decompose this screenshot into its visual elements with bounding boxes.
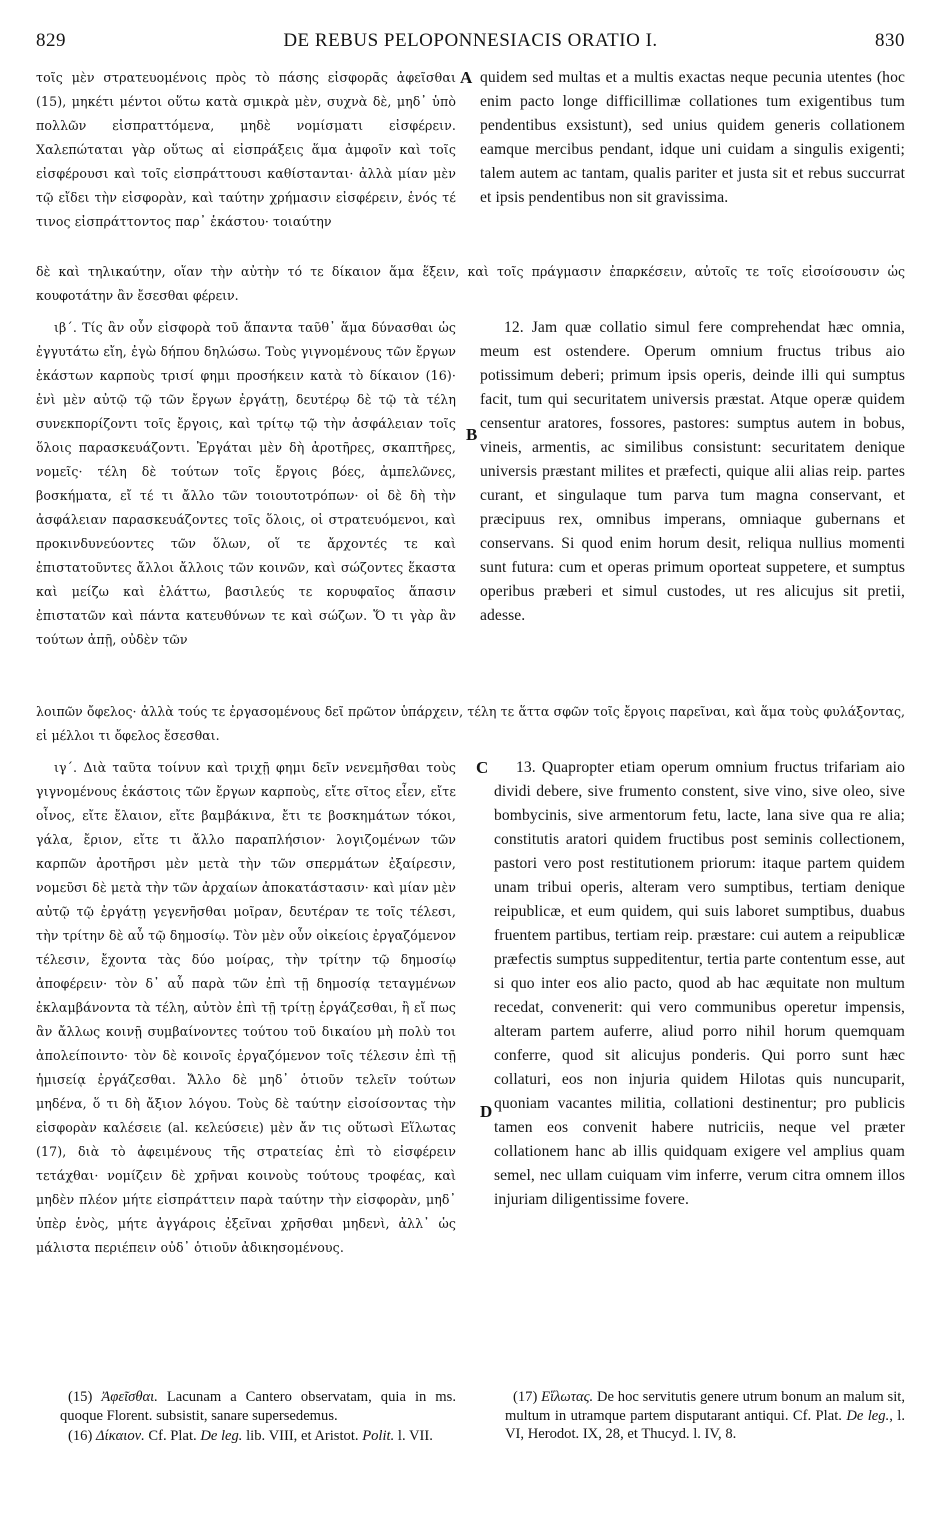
footnote-17-pre: De hoc servitutis genere utrum bonum an malum sit, multum in utramque partem disputarant antiqui. Cf. Plat. xyxy=(505,1389,905,1424)
latin-column-3: 13. Quapropter etiam operum omnium fructus trifariam aio dividi debere, sive frumento constent, sive vino, sive oleo, sive bombycinis, sive armentorum fetu, lacte, lana sive qua re alia; constitutis aratori quidem fructibus post seminis collectionem, pastori vero post restitutionem priorum: itaque partem quidem unam tribui operis, alteram vero sumptibus, tertiam denique reipublicæ, et eum quidem, qui suis laboret sumptibus, duabus fruentem partibus, tertiam reip. præstare: cui autem a reipublicæ præfectis sumptus suppeditentur, tertia parte contentum esse, aut si quo inter eos alio pacto, quod ab hac æquitate non multum recedat, convenerit: qui vero communibus operetur impensis, alteram partem auferre, aliud porro nihil horum quemquam conferre, quod sit alicujus ponderis. Qui porro sunt hæc collaturi, eos non injuria quidem Hilotas quis nuncuparit, quoniam vacantes militia, collationi destinentur; pro publicis tamen eos convenit habere nutriciis, neque vel præter collationem hanc ab illis quidquam exigere vel amplius quam semel, nec ullam cuiquam vim inferre, verum citra omnem illos injuriam diligentissime fovere. xyxy=(494,759,905,1208)
footnote-16 xyxy=(60,1427,456,1446)
latin-column-2: 12. Jam quæ collatio simul fere comprehendat hæc omnia, meum est ostendere. Operum omnium fructus tribus aio potissimum deberi; primum ipsis operis, deinde illi qui sumptus facit, tum qui securitatem universis præstat. Atque operæ quidem censentur aratores, fossores, pastores: sumptus autem in bobus, vineis, armentis, ac similibus consistunt: securitatem denique universis præstant milites et præfecti, quique alii alias reip. partes curant, et singulaque tum parva tum magna conservant, et præcipuus rex, omnibus imperans, omniaque gubernans et conservans. Si quod enim horum desit, reliqua nullius momenti sunt futura: cum et operas primum oporteat suppetere, et sumptus operibus præberi et simul custodes, ut res alicujus sit pretii, adesse. xyxy=(480,319,905,624)
margin-marker-b: B xyxy=(466,425,478,444)
footnote-15-text: Lacunam a Cantero observatam, quia in ms. quoque Florent. subsistit, sanare supersedemus. xyxy=(60,1389,456,1424)
footnotes-left xyxy=(60,1388,456,1498)
margin-marker-c: C xyxy=(476,758,489,777)
latin-column-1: quidem sed multas et a multis exactas neque pecunia utentes (hoc enim pacto longe difficillimæ collationes tum exigentibus tum pendentibus exsistunt), sed unius quidem generis collationem eamque mercibus pendant, idque uni cuidam a singulis exigenti; talem autem ac tantam, qualis pariter et justa sit et rebus succurrat et ipsis pendentibus non sit gravissima. xyxy=(480,69,905,206)
footnote-16-mid: lib. VIII, et Aristot. xyxy=(246,1428,359,1444)
footnote-15 xyxy=(60,1388,456,1425)
footnote-16-pre: Cf. Plat. xyxy=(148,1428,197,1444)
footnote-15-ref: (15) xyxy=(68,1389,93,1405)
page-header xyxy=(36,30,905,58)
footnote-16-post: l. VII. xyxy=(397,1428,433,1444)
page-number-right: 830 xyxy=(875,30,905,51)
footnote-16-work2: Polit. xyxy=(362,1428,395,1444)
footnote-16-lemma: Δίκαιον. xyxy=(95,1428,145,1444)
page-number-left: 829 xyxy=(36,30,66,51)
margin-marker-a: A xyxy=(460,68,473,87)
greek-column-2: ιβ΄. Τίς ἂν οὖν εἰσφορὰ τοῦ ἅπαντα ταῦθ᾽ ἅμα δύνασθαι ὡς ἐγγυτάτω εἴη, ἐγὼ δήπου δηλώσω. Τοὺς γιγνομένους τῶν ἔργων ἑκάστων καρποὺς τρισί φημι προσήκειν κατὰ τὸ δίκαιον (16)· ἑνὶ μὲν αὐτῷ τῷ τῶν ἔργων ἐργάτῃ, δευτέρῳ δὲ τῷ τὰ τέλη συνεκπορίζοντι τοῖς ἔργοις, καὶ τρίτῳ τῷ τὴν ἀσφάλειαν τοῖς ὅλοις παρασκευάζοντι. Ἐργάται μὲν δὴ ἀροτῆρες, σκαπτῆρες, νομεῖς· τέλη δὲ τούτων τοῖς ἔργοις βόες, ἀμπελῶνες, βοσκήματα, εἴ τέ τι ἄλλο τῶν τοιουτοτρόπων· οἱ δὲ δὴ τὴν ἀσφάλειαν παρασκευάζοντες τοῖς ὅλοις, οἱ στρατευόμενοι, καὶ προκινδυνεύοντες τῶν ὅλων, οἵ τε ἄρχοντές τε καὶ ἐπιστατοῦντες ἄλλοι ἄλλοις τῶν κοινῶν, καὶ σώζοντες ἕκαστα καὶ μείζω καὶ ἐλάττω, βασιλεύς τε κορυφαῖος ἅπασιν ἐπιστατῶν καὶ πάντα κατευθύνων τε καὶ σώζων. Ὅ τι γὰρ ἂν τούτων ἀπῇ, οὐδὲν τῶν xyxy=(36,320,456,647)
greek-fullwidth-2: λοιπῶν ὄφελος· ἀλλὰ τούς τε ἐργασομένους δεῖ πρῶτον ὑπάρχειν, τέλη τε ἅττα σφῶν τοῖς ἔργοις παρεῖναι, καὶ ἅμα τοὺς φυλάξοντας, εἰ μέλλοι τι ὄφελος ἔσεσθαι. xyxy=(36,704,905,743)
footnote-16-work1: De leg. xyxy=(200,1428,243,1444)
footnote-15-lemma: Ἀφεῖσθαι. xyxy=(101,1389,158,1405)
footnote-17-work: De leg. xyxy=(846,1407,890,1424)
footnote-17-ref: (17) xyxy=(513,1389,538,1405)
footnote-17-post: , l. VI, Herodot. IX, 28, et Thucyd. l. IV, 8. xyxy=(505,1407,905,1442)
footnote-17-lemma: Εἵλωτας. xyxy=(541,1389,594,1405)
margin-marker-d: D xyxy=(480,1102,493,1121)
footnote-16-ref: (16) xyxy=(68,1428,93,1444)
greek-fullwidth-1: δὲ καὶ τηλικαύτην, οἵαν τὴν αὐτὴν τό τε δίκαιον ἅμα ἕξειν, καὶ τοῖς πράγμασιν ἐπαρκέσειν, αὐτοῖς τε τοῖς εἰσοίσουσιν ὡς κουφοτάτην ἂν ἔσεσθαι φέρειν. xyxy=(36,264,905,303)
running-title: DE REBUS PELOPONNESIACIS ORATIO I. xyxy=(283,30,658,51)
footnote-17 xyxy=(505,1388,905,1444)
footnotes-right xyxy=(505,1388,905,1498)
greek-column-3: ιγ΄. Διὰ ταῦτα τοίνυν καὶ τριχῇ φημι δεῖν νενεμῆσθαι τοὺς γιγνομένους ἑκάστοις τῶν ἔργων καρποὺς, εἴτε σῖτος εἶεν, εἴτε οἶνος, εἴτε ἔλαιον, εἴτε βαμβάκινα, ἔτι τε βοσκημάτων τόκοι, γάλα, ἔριον, εἴτε τι ἄλλο παραπλήσιον· λογιζομένων τῶν καρπῶν ἀροτῆρσι μὲν μετὰ τὴν τῶν σπερμάτων ἐξαίρεσιν, νομεῦσι δὲ μετὰ τὴν τῶν ἀρχαίων ἀποκατάστασιν· καὶ μίαν μὲν αὐτῷ τῷ ἐργάτῃ γεγενῆσθαι μοῖραν, δευτέραν τε τοῖς τέλεσι, τὴν τρίτην δὲ αὖ τῷ δημοσίῳ. Τὸν μὲν οὖν οἰκείοις ἐργαζόμενον τέλεσιν, ἔχοντα τὰς δύο μοίρας, τὴν τρίτην τῷ δημοσίῳ ἀποφέρειν· τὸν δ᾽ αὖ παρὰ τῶν ἐπὶ τῇ δημοσίᾳ τεταγμένων ἐκλαμβάνοντα τὰ τέλη, αὐτὸν ἐπὶ τῇ τρίτῃ ἐργάζεσθαι, ἢ εἴ πως ἂν ἄλλως κοινῇ συμβαίνοντες τούτου τοῦ δικαίου μὴ πολὺ τοι ἀπολείποιντο· τὸν δὲ κοινοῖς ἐργαζόμενον τοῖς τέλεσιν ἐπὶ τῇ ἡμισείᾳ ἐργάζεσθαι. Ἄλλο δὲ μηδ᾽ ὁτιοῦν τελεῖν τούτων μηδένα, ὅ τι δὴ ἄξιον λόγου. Τοὺς δὲ ταύτην εἰσοίσοντας τὴν εἰσφορὰν καλέσειε (al. κελεύσειε) μὲν ἄν τις οὕτωσὶ Εἵλωτας (17), διὰ τὸ ἀφειμένους τῆς στρατείας ἐπὶ τὸ εἰσφέρειν τετάχθαι· νομίζειν δὲ χρῆναι κοινοὺς τούτους τροφέας, καὶ μηδὲν πλέον μήτε εἰσπράττειν παρὰ ταύτην τὴν εἰσφορὰν, μηδ᾽ ὑπὲρ ἑνὸς, μήτε ἀγγάροις ἐξεῖναι χρῆσθαι μηδενὶ, ἀλλ᾽ ὡς μάλιστα περιέπειν οὐδ᾽ ὁτιοῦν ἀδικησομένους. xyxy=(36,760,456,1255)
greek-column-1: τοῖς μὲν στρατευομένοις πρὸς τὸ πάσης εἰσφορᾶς ἀφεῖσθαι (15), μηκέτι μέντοι οὕτω κατὰ σμικρὰ μὲν, συχνὰ δὲ, μηδ᾽ ὑπὸ πολλῶν εἰσπραττόμενα, μηδὲ νομίσματι εἰσφέρειν. Χαλεπώταται γὰρ οὕτως αἱ εἰσπράξεις ἅμα ἀμφοῖν καὶ τοῖς εἰσφέρουσι καὶ τοῖς εἰσπράττουσι καθίστανται· ἀλλὰ μίαν μὲν τῷ εἴδει τὴν εἰσφορὰν, καὶ ταύτην χρήμασιν εἰσφέρειν, ἑνός τέ τινος εἰσπράττοντος παρ᾽ ἑκάστου· τοιαύτην xyxy=(36,70,456,229)
